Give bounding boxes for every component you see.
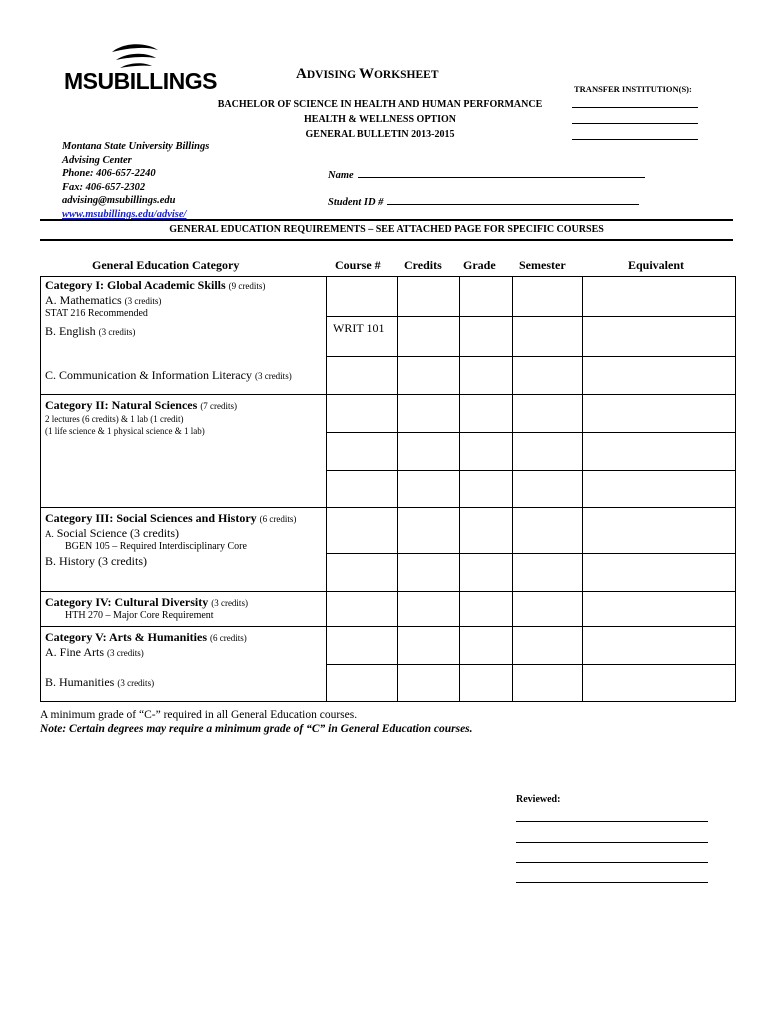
course-input[interactable] <box>327 508 398 554</box>
credits-input[interactable] <box>398 395 460 433</box>
reviewed-line-3[interactable] <box>516 862 708 863</box>
section-heading: GENERAL EDUCATION REQUIREMENTS – SEE ATTACHED PAGE FOR SPECIFIC COURSES <box>169 224 604 235</box>
category-5b-cell: B. Humanities (3 credits) <box>41 664 327 701</box>
equivalent-input[interactable] <box>583 508 736 554</box>
credits-input[interactable] <box>398 553 460 591</box>
transfer-institution-line-2[interactable] <box>572 123 698 124</box>
col-header-grade: Grade <box>463 258 496 272</box>
category-1-cell: Category I: Global Academic Skills (9 credits) A. Mathematics (3 credits) STAT 216 Recommended B. English (3 credits) <box>41 277 327 357</box>
reviewed-line-2[interactable] <box>516 842 708 843</box>
table-row <box>41 591 736 626</box>
gen-ed-table <box>40 276 736 702</box>
course-input[interactable] <box>327 357 398 395</box>
credits-input[interactable] <box>398 357 460 395</box>
student-id-field[interactable]: Student ID # <box>328 195 639 208</box>
category-1c-cell: C. Communication & Information Literacy (3 credits) <box>41 357 327 395</box>
credits-input[interactable] <box>398 591 460 626</box>
grade-input[interactable] <box>460 433 513 471</box>
transfer-institution-line-1[interactable] <box>572 107 698 108</box>
equivalent-input[interactable] <box>583 433 736 471</box>
table-row <box>41 553 736 591</box>
course-input[interactable] <box>327 471 398 508</box>
course-input[interactable] <box>327 395 398 433</box>
category-2-cell: Category II: Natural Sciences (7 credits) 2 lectures (6 credits) & 1 lab (1 credit) (1 life science & 1 physical science & 1 lab) <box>41 395 327 508</box>
table-row <box>41 508 736 554</box>
office-name: Advising Center <box>62 154 132 166</box>
course-input[interactable] <box>327 433 398 471</box>
table-row <box>41 357 736 395</box>
grade-input[interactable] <box>460 553 513 591</box>
reviewed-line-4[interactable] <box>516 882 708 883</box>
phone: Phone: 406-657-2240 <box>62 168 156 179</box>
name-field[interactable]: Name <box>328 168 645 181</box>
website-link[interactable]: www.msubillings.edu/advise/ <box>62 208 187 220</box>
msu-billings-logo-text: MSUBILLINGS <box>64 68 217 94</box>
category-3b-cell: B. History (3 credits) <box>41 553 327 591</box>
grade-input[interactable] <box>460 277 513 317</box>
category-3-cell: Category III: Social Sciences and History (6 credits) A. Social Science (3 credits) BGEN 105 – Required Interdisciplinary Core <box>41 508 327 554</box>
equivalent-input[interactable] <box>583 664 736 701</box>
col-header-course: Course # <box>335 258 381 272</box>
semester-input[interactable] <box>513 433 583 471</box>
grade-input[interactable] <box>460 664 513 701</box>
credits-input[interactable] <box>398 664 460 701</box>
semester-input[interactable] <box>513 553 583 591</box>
table-row <box>41 395 736 433</box>
semester-input[interactable] <box>513 357 583 395</box>
degree-grade-note: Note: Certain degrees may require a minimum grade of “C” in General Education courses. <box>40 723 473 735</box>
course-input[interactable] <box>327 553 398 591</box>
semester-input[interactable] <box>513 395 583 433</box>
grade-input[interactable] <box>460 395 513 433</box>
email: advising@msubillings.edu <box>62 195 176 206</box>
grade-input[interactable] <box>460 471 513 508</box>
contact-block <box>62 140 209 221</box>
degree-option: HEALTH & WELLNESS OPTION <box>304 114 456 125</box>
divider <box>40 239 733 241</box>
page-title: ADVISING WORKSHEET <box>296 66 439 82</box>
credits-input[interactable] <box>398 317 460 357</box>
reviewed-label: Reviewed: <box>516 794 561 805</box>
credits-input[interactable] <box>398 277 460 317</box>
semester-input[interactable] <box>513 317 583 357</box>
equivalent-input[interactable] <box>583 553 736 591</box>
credits-input[interactable] <box>398 471 460 508</box>
semester-input[interactable] <box>513 591 583 626</box>
equivalent-input[interactable] <box>583 277 736 317</box>
category-5-cell: Category V: Arts & Humanities (6 credits) A. Fine Arts (3 credits) <box>41 626 327 664</box>
degree-info <box>210 97 550 142</box>
course-input[interactable]: WRIT 101 <box>327 317 398 357</box>
equivalent-input[interactable] <box>583 591 736 626</box>
grade-input[interactable] <box>460 591 513 626</box>
equivalent-input[interactable] <box>583 317 736 357</box>
university-name: Montana State University Billings <box>62 141 210 152</box>
semester-input[interactable] <box>513 471 583 508</box>
col-header-credits: Credits <box>404 258 442 272</box>
col-header-equivalent: Equivalent <box>628 258 685 272</box>
reviewed-line-1[interactable] <box>516 821 708 822</box>
credits-input[interactable] <box>398 508 460 554</box>
grade-notes <box>40 708 473 736</box>
transfer-institutions-label: TRANSFER INSTITUTION(S): <box>574 84 692 94</box>
course-input[interactable] <box>327 591 398 626</box>
grade-input[interactable] <box>460 357 513 395</box>
table-row <box>41 277 736 317</box>
category-4-cell: Category IV: Cultural Diversity (3 credits) HTH 270 – Major Core Requirement <box>41 591 327 626</box>
course-input[interactable] <box>327 664 398 701</box>
fax: Fax: 406-657-2302 <box>62 181 146 193</box>
msu-billings-logo-mark <box>110 44 160 70</box>
equivalent-input[interactable] <box>583 626 736 664</box>
col-header-category: General Education Category <box>92 258 240 272</box>
grade-input[interactable] <box>460 626 513 664</box>
semester-input[interactable] <box>513 277 583 317</box>
course-input[interactable] <box>327 626 398 664</box>
grade-input[interactable] <box>460 317 513 357</box>
col-header-semester: Semester <box>519 258 566 272</box>
bulletin-year: GENERAL BULLETIN 2013-2015 <box>305 129 455 140</box>
equivalent-input[interactable] <box>583 395 736 433</box>
divider <box>40 219 733 221</box>
degree-name: BACHELOR OF SCIENCE IN HEALTH AND HUMAN PERFORMANCE <box>217 99 543 110</box>
transfer-institution-line-3[interactable] <box>572 139 698 140</box>
course-input[interactable] <box>327 277 398 317</box>
equivalent-input[interactable] <box>583 357 736 395</box>
table-row <box>41 664 736 701</box>
credits-input[interactable] <box>398 626 460 664</box>
table-row <box>41 626 736 664</box>
grade-input[interactable] <box>460 508 513 554</box>
minimum-grade-note: A minimum grade of “C-” required in all General Education courses. <box>40 709 358 721</box>
equivalent-input[interactable] <box>583 471 736 508</box>
semester-input[interactable] <box>513 664 583 701</box>
semester-input[interactable] <box>513 508 583 554</box>
credits-input[interactable] <box>398 433 460 471</box>
semester-input[interactable] <box>513 626 583 664</box>
